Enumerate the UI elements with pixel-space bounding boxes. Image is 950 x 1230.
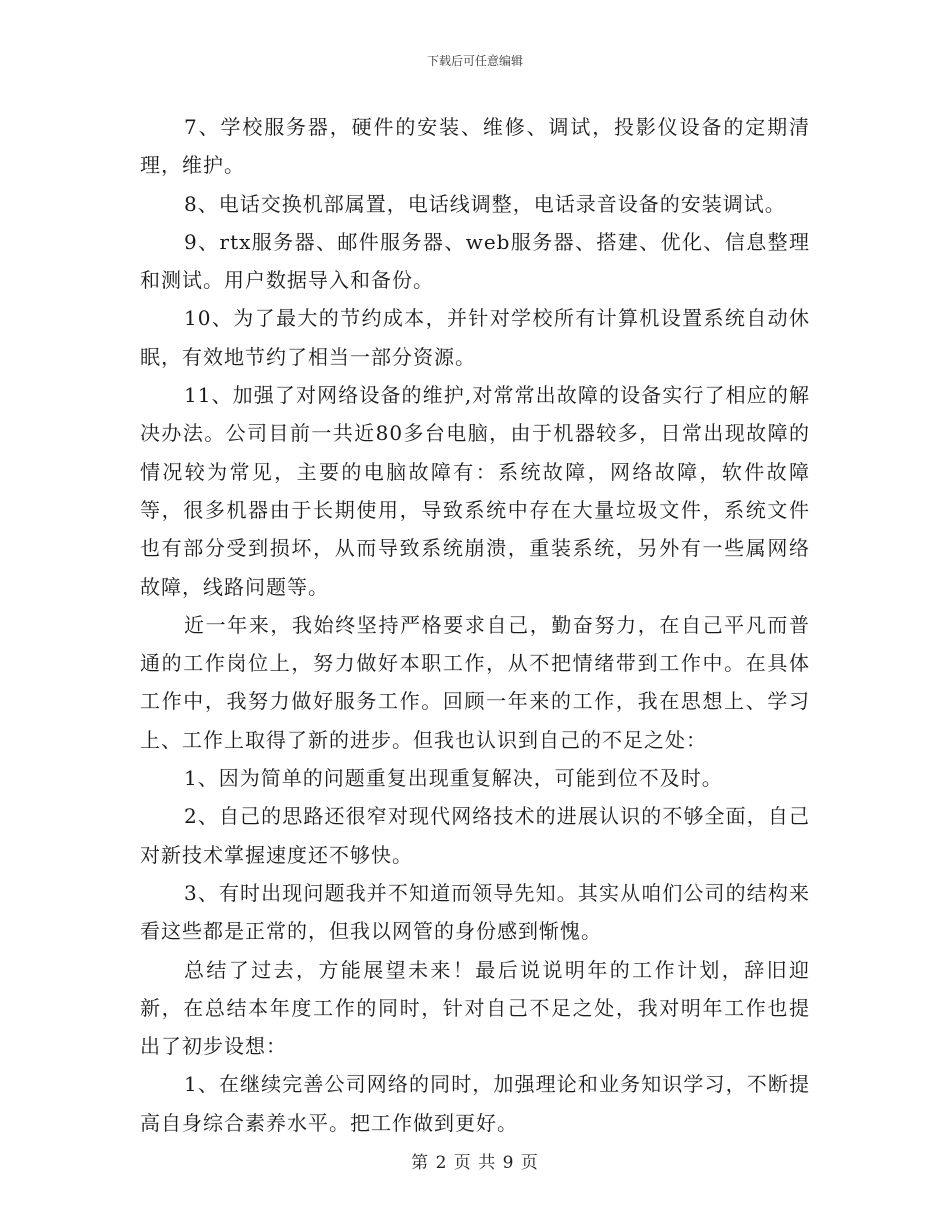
paragraph-item-8: 8、电话交换机部属置，电话线调整，电话录音设备的安装调试。 [184, 191, 786, 216]
paragraph-item-11: 11、加强了对网络设备的维护,对常常出故障的设备实行了相应的解决办法。公司目前一共近80多台电脑，由于机器较多，日常出现故障的情况较为常见，主要的电脑故障有：系统故障，网络故障，软件故障等，很多机器由于长期使用，导致系统中存在大量垃圾文件，系统文件也有部分受到损坏，从而导致系统崩溃，重装系统，另外有一些属网络故障，线路问题等。 [140, 383, 810, 599]
paragraph-shortcoming-3: 3、有时出现问题我并不知道而领导先知。其实从咱们公司的结构来看这些都是正常的，但我以网管的身份感到惭愧。 [140, 880, 810, 944]
page-header: 下载后可任意编辑 [426, 54, 523, 68]
paragraph-shortcoming-2: 2、自己的思路还很窄对现代网络技术的进展认识的不够全面，自己对新技术掌握速度还不够快。 [140, 804, 810, 867]
paragraph-item-7: 7、学校服务器，硬件的安装、维修、调试，投影仪设备的定期清理，维护。 [140, 115, 810, 178]
paragraph-item-9: 9、rtx服务器、邮件服务器、web服务器、搭建、优化、信息整理和测试。用户数据导入和备份。 [140, 229, 810, 293]
paragraph-item-10: 10、为了最大的节约成本，并针对学校所有计算机设置系统自动休眠，有效地节约了相当一部分资源。 [140, 306, 810, 369]
paragraph-plan-intro: 总结了过去，方能展望未来！最后说说明年的工作计划，辞旧迎新，在总结本年度工作的同时，针对自己不足之处，我对明年工作也提出了初步设想： [140, 957, 810, 1059]
page-number: 第 2 页 共 9 页 [411, 1153, 539, 1173]
document-body [140, 108, 810, 1142]
paragraph-self-review: 近一年来，我始终坚持严格要求自己，勤奋努力，在自己平凡而普通的工作岗位上，努力做好本职工作，从不把情绪带到工作中。在具体工作中，我努力做好服务工作。回顾一年来的工作，我在思想上、学习上、工作上取得了新的进步。但我也认识到自己的不足之处： [140, 612, 810, 752]
paragraph-plan-1: 1、在继续完善公司网络的同时，加强理论和业务知识学习，不断提高自身综合素养水平。把工作做到更好。 [140, 1072, 810, 1135]
paragraph-shortcoming-1: 1、因为简单的问题重复出现重复解决，可能到位不及时。 [184, 766, 723, 791]
